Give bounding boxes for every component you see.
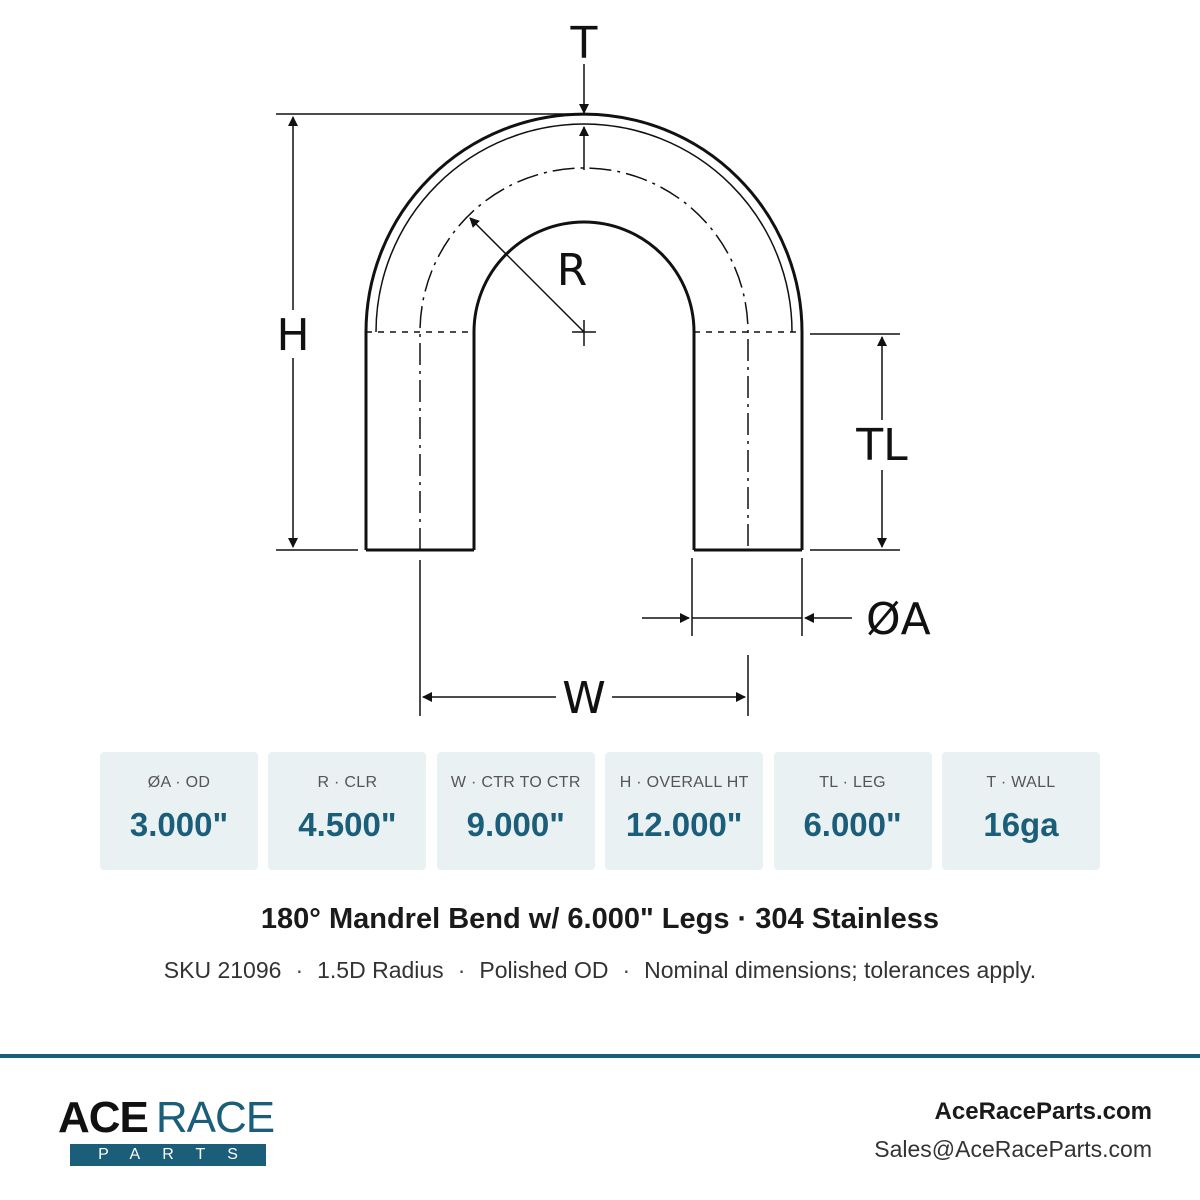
logo-ace-text: ACE bbox=[58, 1093, 148, 1142]
spec-value: 6.000" bbox=[803, 806, 902, 843]
radius-text: 1.5D Radius bbox=[317, 957, 444, 983]
radius-label: R bbox=[556, 245, 588, 296]
spec-label: ØA · OD bbox=[147, 774, 211, 791]
spec-value: 12.000" bbox=[625, 806, 743, 843]
spec-label: R · CLR bbox=[317, 774, 378, 791]
spec-value: 4.500" bbox=[298, 806, 397, 843]
logo-race-text: RACE bbox=[155, 1093, 275, 1142]
website-link[interactable]: AceRaceParts.com bbox=[934, 1098, 1152, 1125]
spec-card-od bbox=[100, 752, 258, 870]
centerline bbox=[420, 168, 748, 550]
separator: · bbox=[622, 957, 631, 983]
spec-card-ctr bbox=[437, 752, 595, 870]
spec-label: H · OVERALL HT bbox=[619, 774, 749, 791]
spec-card-clr bbox=[268, 752, 426, 870]
ace-race-parts-logo[interactable] bbox=[56, 1092, 275, 1168]
finish-text: Polished OD bbox=[479, 957, 609, 983]
separator: · bbox=[295, 957, 304, 983]
spec-label: TL · LEG bbox=[819, 774, 886, 791]
product-details bbox=[0, 957, 1200, 984]
logo-parts-bar: PARTS bbox=[70, 1144, 266, 1166]
email-link[interactable]: Sales@AceRaceParts.com bbox=[874, 1136, 1152, 1162]
spec-label: W · CTR TO CTR bbox=[450, 774, 581, 791]
spec-value: 16ga bbox=[983, 806, 1059, 843]
spec-card-wall bbox=[942, 752, 1100, 870]
wall-label: T bbox=[570, 18, 598, 69]
product-title: 180° Mandrel Bend w/ 6.000" Legs · 304 Stainless bbox=[260, 903, 940, 935]
spec-card-leg bbox=[774, 752, 932, 870]
tolerance-note: Nominal dimensions; tolerances apply. bbox=[644, 957, 1037, 983]
spec-cards bbox=[100, 752, 1100, 870]
spec-label: T · WALL bbox=[986, 774, 1056, 791]
spec-value: 3.000" bbox=[129, 806, 229, 843]
od-label: ØA bbox=[866, 594, 931, 645]
width-label: W bbox=[562, 673, 606, 724]
spec-card-height bbox=[605, 752, 763, 870]
height-label: H bbox=[276, 310, 310, 361]
leg-label: TL bbox=[856, 420, 908, 471]
sku-text: SKU 21096 bbox=[163, 957, 282, 983]
separator: · bbox=[457, 957, 466, 983]
footer-divider bbox=[0, 1054, 1200, 1058]
spec-value: 9.000" bbox=[466, 806, 565, 843]
